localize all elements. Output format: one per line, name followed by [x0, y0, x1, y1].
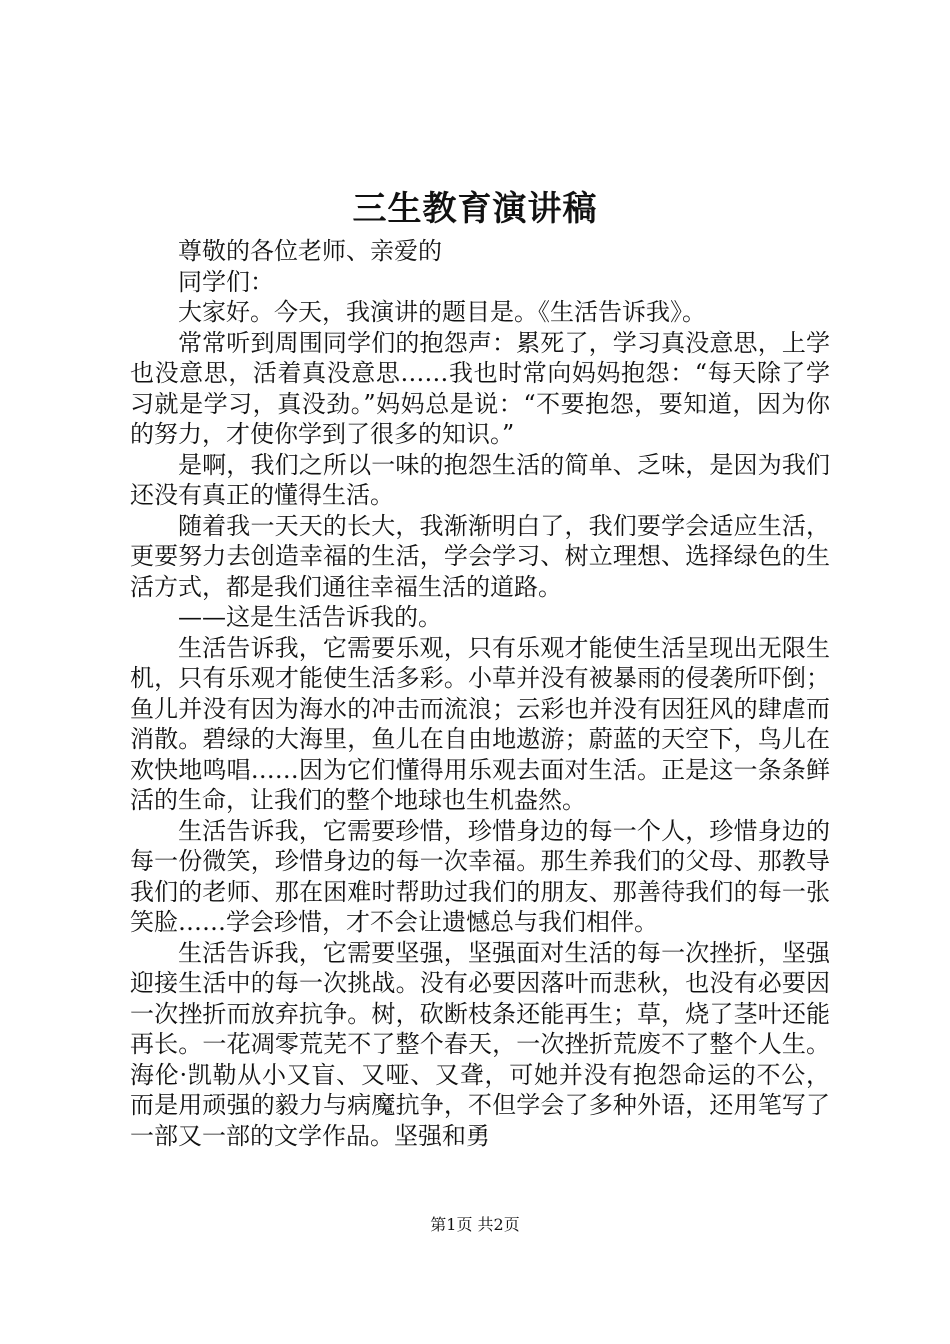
paragraph: 生活告诉我，它需要珍惜，珍惜身边的每一个人，珍惜身边的每一份微笑，珍惜身边的每一次幸福。那生养我们的父母、那教导我们的老师、那在困难时帮助过我们的朋友、那善待我们的每一张笑脸……学会珍惜，才不会让遗憾总与我们相伴。 [130, 816, 830, 936]
paragraph: 生活告诉我，它需要乐观，只有乐观才能使生活呈现出无限生机，只有乐观才能使生活多彩。小草并没有被暴雨的侵袭所吓倒；鱼儿并没有因为海水的冲击而流浪；云彩也并没有因狂风的肆虐而消散。碧绿的大海里，鱼儿在自由地遨游；蔚蓝的天空下，鸟儿在欢快地鸣唱……因为它们懂得用乐观去面对生活。正是这一条条鲜活的生命，让我们的整个地球也生机盎然。 [130, 633, 830, 814]
paragraph-salutation-continued: 同学们： [178, 267, 274, 296]
paragraph-greeting: 大家好。今天，我演讲的题目是。《生活告诉我》。 [178, 298, 706, 326]
page-number-footer: 第1页 共2页 [430, 1215, 520, 1234]
paragraph: 是啊，我们之所以一味的抱怨生活的简单、乏味，是因为我们还没有真正的懂得生活。 [130, 450, 830, 509]
paragraph: ——这是生活告诉我的。 [178, 603, 442, 631]
paragraph: 常常听到周围同学们的抱怨声：累死了，学习真没意思，上学也没意思，活着真没意思……我也时常向妈妈抱怨：“每天除了学习就是学习，真没劲。”妈妈总是说：“不要抱怨，要知道，因为你的努力，才使你学到了很多的知识。” [130, 328, 830, 448]
paragraph: 生活告诉我，它需要坚强，坚强面对生活的每一次挫折，坚强迎接生活中的每一次挑战。没有必要因落叶而悲秋，也没有必要因一次挫折而放弃抗争。树，砍断枝条还能再生；草，烧了茎叶还能再长。一花凋零荒芜不了整个春天，一次挫折荒废不了整个人生。海伦·凯勒从小又盲、又哑、又聋，可她并没有抱怨命运的不公，而是用顽强的毅力与病魔抗争，不但学会了多种外语，还用笔写了一部又一部的文学作品。坚强和勇 [130, 938, 830, 1150]
paragraph-salutation: 尊敬的各位老师、亲爱的 [178, 237, 442, 265]
paragraph: 随着我一天天的长大，我渐渐明白了，我们要学会适应生活，更要努力去创造幸福的生活，学会学习、树立理想、选择绿色的生活方式，都是我们通往幸福生活的道路。 [130, 511, 830, 601]
document-title: 三生教育演讲稿 [352, 189, 598, 229]
document-body [130, 236, 830, 1151]
